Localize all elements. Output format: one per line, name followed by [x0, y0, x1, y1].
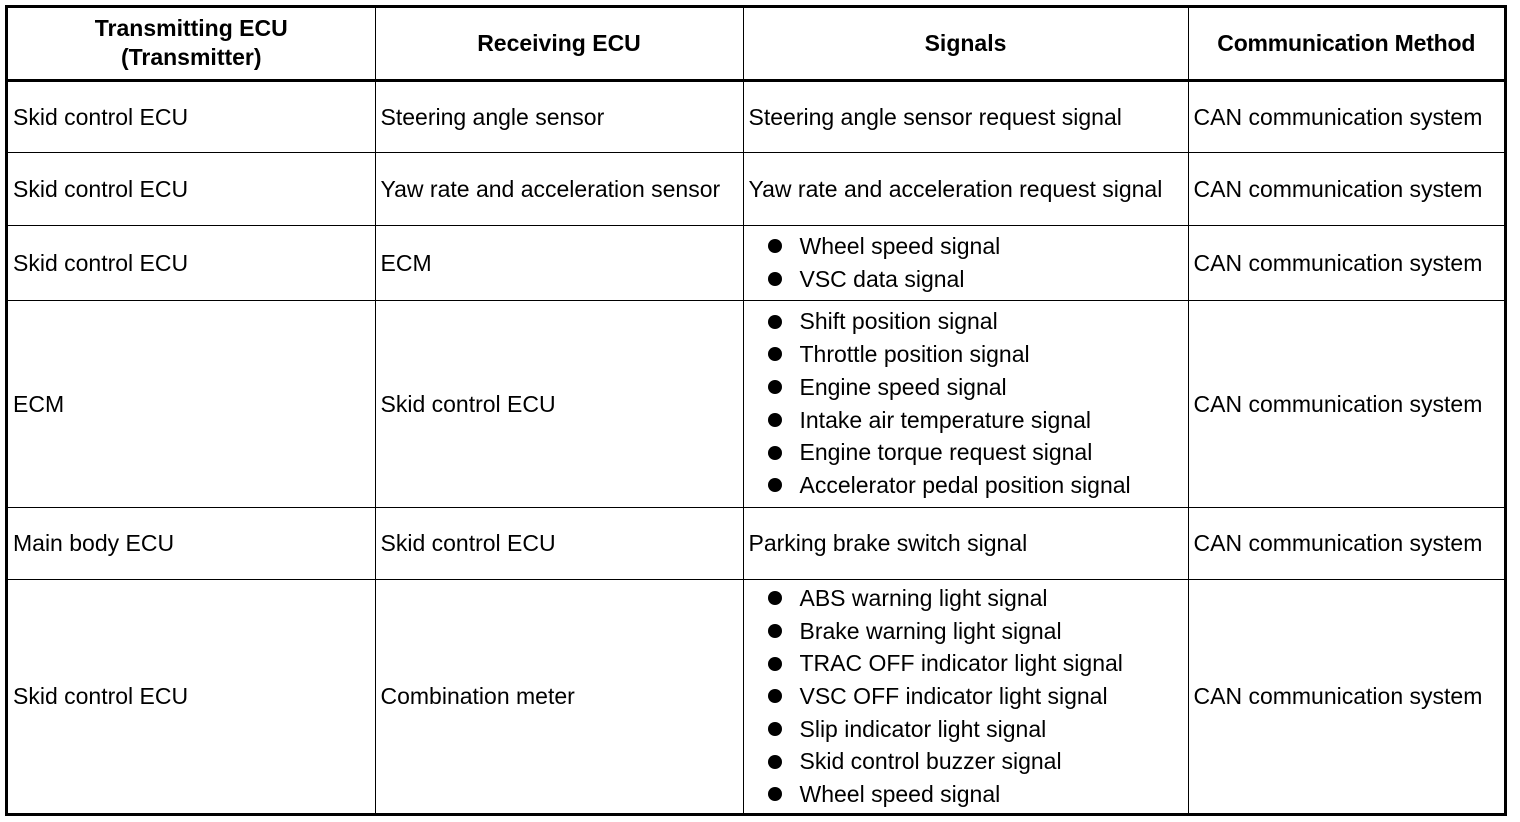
- signal-label: ABS warning light signal: [799, 584, 1048, 611]
- method-cell: CAN communication system: [1188, 225, 1504, 300]
- signal-label: Brake warning light signal: [799, 617, 1062, 644]
- table-row: [8, 225, 1504, 300]
- bullet-icon: [768, 315, 782, 329]
- receiver-cell: Steering angle sensor: [375, 80, 743, 152]
- table-row: [8, 300, 1504, 507]
- signals-cell: [743, 300, 1188, 507]
- receiver-cell: ECM: [375, 225, 743, 300]
- receiver-cell: Combination meter: [375, 579, 743, 813]
- header-communication-method: Communication Method: [1188, 8, 1504, 80]
- signal-list-item: [749, 305, 1183, 338]
- signal-list-item: [749, 469, 1183, 502]
- bullet-icon: [768, 689, 782, 703]
- signal-list: [749, 305, 1183, 501]
- signal-list: [749, 582, 1183, 811]
- header-transmitting-ecu: [8, 8, 375, 80]
- signals-cell: [743, 225, 1188, 300]
- method-cell: CAN communication system: [1188, 507, 1504, 579]
- signal-label: Wheel speed signal: [799, 232, 1001, 259]
- signal-label: Slip indicator light signal: [799, 715, 1047, 742]
- signals-cell: Yaw rate and acceleration request signal: [743, 152, 1188, 225]
- signal-list-item: [749, 338, 1183, 371]
- signal-list-item: [749, 263, 1183, 296]
- signals-cell: Steering angle sensor request signal: [743, 80, 1188, 152]
- bullet-icon: [768, 380, 782, 394]
- signal-list-item: [749, 371, 1183, 404]
- signal-list-item: [749, 680, 1183, 713]
- transmitter-cell: Skid control ECU: [8, 225, 375, 300]
- header-receiving-ecu: Receiving ECU: [375, 8, 743, 80]
- bullet-icon: [768, 722, 782, 736]
- signal-label: Skid control buzzer signal: [799, 748, 1062, 775]
- signal-list-item: [749, 436, 1183, 469]
- transmitter-cell: Main body ECU: [8, 507, 375, 579]
- table-row: [8, 579, 1504, 813]
- signal-list-item: [749, 647, 1183, 680]
- bullet-icon: [768, 657, 782, 671]
- bullet-icon: [768, 413, 782, 427]
- receiver-cell: Skid control ECU: [375, 300, 743, 507]
- signals-cell: Parking brake switch signal: [743, 507, 1188, 579]
- header-transmitting-ecu-line2: (Transmitter): [120, 44, 262, 71]
- signal-list-item: [749, 615, 1183, 648]
- signal-label: Wheel speed signal: [799, 780, 1001, 807]
- table-header-row: [8, 8, 1504, 80]
- bullet-icon: [768, 755, 782, 769]
- signal-list: [749, 230, 1183, 295]
- receiver-cell: Skid control ECU: [375, 507, 743, 579]
- signal-label: TRAC OFF indicator light signal: [799, 650, 1123, 677]
- signal-list-item: [749, 745, 1183, 778]
- bullet-icon: [768, 272, 782, 286]
- bullet-icon: [768, 624, 782, 638]
- bullet-icon: [768, 239, 782, 253]
- method-cell: CAN communication system: [1188, 80, 1504, 152]
- method-cell: CAN communication system: [1188, 579, 1504, 813]
- signal-list-item: [749, 404, 1183, 437]
- signal-list-item: [749, 582, 1183, 615]
- header-signals: Signals: [743, 8, 1188, 80]
- transmitter-cell: Skid control ECU: [8, 80, 375, 152]
- bullet-icon: [768, 478, 782, 492]
- table-row: [8, 152, 1504, 225]
- table-row: [8, 507, 1504, 579]
- bullet-icon: [768, 446, 782, 460]
- signal-list-item: [749, 778, 1183, 811]
- transmitter-cell: Skid control ECU: [8, 579, 375, 813]
- signal-label: VSC OFF indicator light signal: [799, 682, 1108, 709]
- bullet-icon: [768, 347, 782, 361]
- signal-label: Engine torque request signal: [799, 439, 1093, 466]
- signal-list-item: [749, 230, 1183, 263]
- method-cell: CAN communication system: [1188, 152, 1504, 225]
- signal-label: Shift position signal: [799, 308, 998, 335]
- bullet-icon: [768, 787, 782, 801]
- header-transmitting-ecu-line1: Transmitting ECU: [94, 15, 288, 42]
- signal-list-item: [749, 713, 1183, 746]
- table-row: [8, 80, 1504, 152]
- signals-cell: [743, 579, 1188, 813]
- signal-label: Accelerator pedal position signal: [799, 471, 1131, 498]
- receiver-cell: Yaw rate and acceleration sensor: [375, 152, 743, 225]
- can-communication-table: [8, 8, 1504, 813]
- bullet-icon: [768, 591, 782, 605]
- signal-label: Intake air temperature signal: [799, 406, 1091, 433]
- can-communication-table-frame: [5, 5, 1507, 816]
- transmitter-cell: Skid control ECU: [8, 152, 375, 225]
- method-cell: CAN communication system: [1188, 300, 1504, 507]
- signal-label: Engine speed signal: [799, 373, 1007, 400]
- transmitter-cell: ECM: [8, 300, 375, 507]
- signal-label: Throttle position signal: [799, 341, 1030, 368]
- signal-label: VSC data signal: [799, 265, 965, 292]
